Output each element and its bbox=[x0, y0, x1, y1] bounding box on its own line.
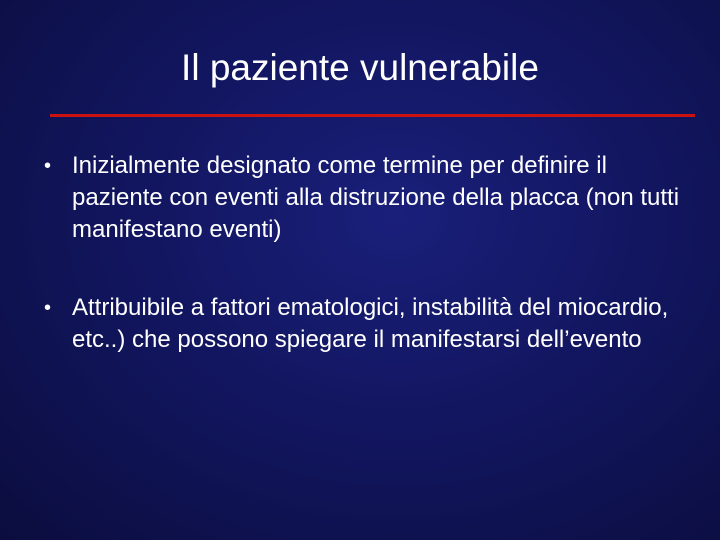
bullet-text: Attribuibile a fattori ematologici, instabilità del miocardio, etc..) che possono spiegare il manifestarsi dell’evento bbox=[72, 294, 669, 353]
bullet-item bbox=[40, 150, 690, 246]
bullet-marker: • bbox=[44, 297, 52, 319]
bullet-item bbox=[40, 292, 690, 356]
title-divider bbox=[50, 114, 695, 117]
slide-title: Il paziente vulnerabile bbox=[181, 47, 539, 88]
bullet-text: Inizialmente designato come termine per definire il paziente con eventi alla distruzione della placca (non tutti manifestano eventi) bbox=[72, 152, 680, 243]
bullet-marker: • bbox=[44, 155, 52, 177]
bullet-list bbox=[40, 150, 690, 402]
